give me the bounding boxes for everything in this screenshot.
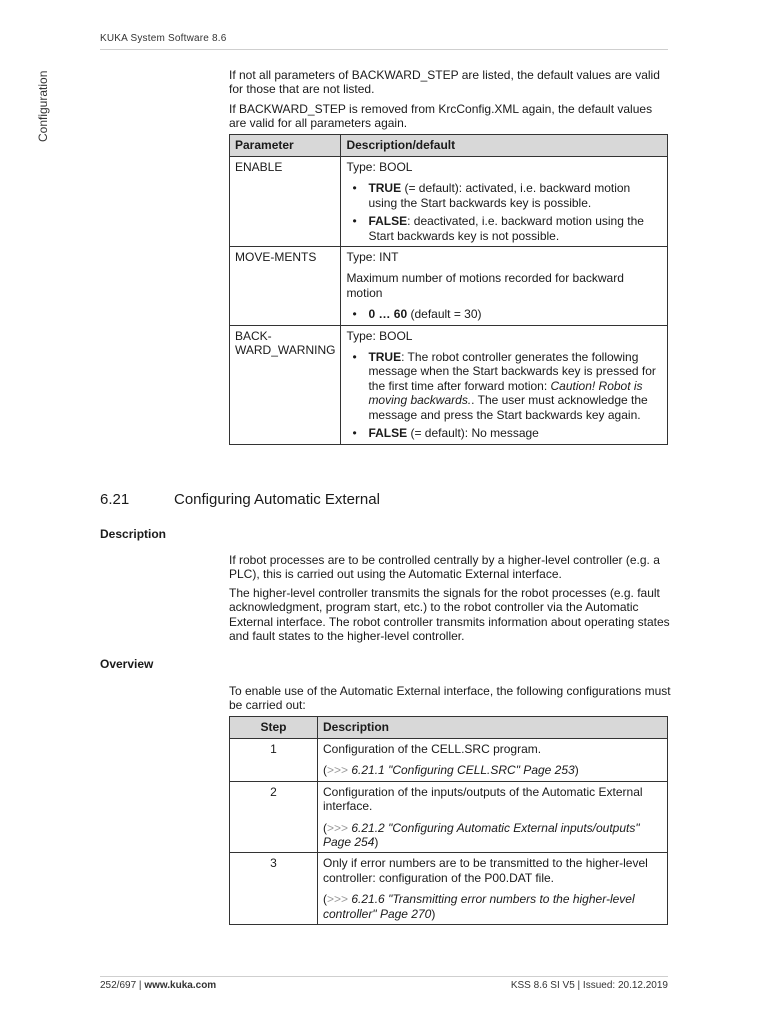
param-type: Type: BOOL [346,328,413,343]
description-paragraph-2: The higher-level controller transmits the signals for the robot processes (e.g. fault acknowledgment, program start, etc.) to the robot controller via the Automatic External interface. The robot controller transmits information about operating states and fault states to the higher-level controller. [229,586,670,644]
column-header-parameter: Parameter [230,135,341,157]
option-list [346,181,662,243]
steps-table [229,716,668,925]
cross-reference-link[interactable]: (>>> 6.21.6 "Transmitting error numbers to the higher-level controller" Page 270) [323,892,635,921]
param-type: Type: INT [346,250,399,265]
section-number: 6.21 [100,491,130,508]
intro-paragraph-1: If not all parameters of BACKWARD_STEP are listed, the default values are valid for those that are not listed. [229,68,660,97]
description-paragraph-1: If robot processes are to be controlled centrally by a higher-level controller (e.g. a PLC), this is carried out using the Automatic External interface. [229,553,660,582]
overview-heading: Overview [100,657,154,671]
param-type: Type: BOOL [346,160,413,174]
param-name: ENABLE [230,157,341,247]
list-item: • FALSE (= default): No message [346,426,662,440]
step-number: 1 [230,739,318,782]
sidebar-chapter-label: Configuration [36,70,50,142]
table-header-row [230,717,668,739]
page-header: KUKA System Software 8.6 [100,33,227,44]
footer-left: 252/697 | www.kuka.com [100,980,217,991]
step-description: Configuration of the CELL.SRC program. (>>> 6.21.1 "Configuring CELL.SRC" Page 253) [318,739,668,782]
list-item: • 0 … 60 (default = 30) [346,307,662,321]
step-description: Configuration of the inputs/outputs of the Automatic External interface. (>>> 6.21.2 "Configuring Automatic External inputs/outputs" Page 254) [318,781,668,853]
param-name: MOVE-MENTS [230,247,341,326]
footer-divider [100,976,668,977]
option-list [346,350,662,440]
intro-paragraph-2: If BACKWARD_STEP is removed from KrcConfig.XML again, the default values are valid for all parameters again. [229,102,653,131]
parameter-table [229,134,668,445]
reference-arrow-icon: >>> [327,820,349,835]
table-row [230,853,668,925]
description-heading: Description [100,527,167,541]
section-title: Configuring Automatic External [174,491,380,508]
param-description [341,157,668,247]
table-row [230,247,668,326]
header-divider [100,49,668,50]
page-number: 252/697 [100,980,137,991]
cross-reference-link[interactable]: (>>> 6.21.1 "Configuring CELL.SRC" Page 253) [323,763,579,778]
param-name: BACK-WARD_WARNING [230,325,341,444]
list-item: • FALSE: deactivated, i.e. backward motion using the Start backwards key is not possible. [346,214,662,243]
reference-arrow-icon: >>> [327,763,349,778]
param-text: Maximum number of motions recorded for backward motion [346,271,624,300]
table-row [230,325,668,444]
table-row [230,781,668,853]
option-list [346,307,662,321]
list-item: • TRUE: The robot controller generates the following message when the Start backwards key is pressed for the first time after forward motion: Caution! Robot is moving backwards.. The user must acknowledge the message and press the Start backwards key again. [346,350,662,422]
table-row [230,157,668,247]
step-number: 2 [230,781,318,853]
table-header-row [230,135,668,157]
column-header-step: Step [230,717,318,739]
column-header-description: Description/default [341,135,668,157]
footer-issue-info: KSS 8.6 SI V5 | Issued: 20.12.2019 [510,980,668,991]
list-item: • TRUE (= default): activated, i.e. backward motion using the Start backwards key is possible. [346,181,662,210]
reference-arrow-icon: >>> [327,892,349,907]
param-description [341,247,668,326]
overview-paragraph: To enable use of the Automatic External interface, the following configurations must be carried out: [229,684,671,713]
step-description: Only if error numbers are to be transmitted to the higher-level controller: configuration of the P00.DAT file. (>>> 6.21.6 "Transmitting error numbers to the higher-level controller" Page 270) [318,853,668,925]
website-link[interactable]: www.kuka.com [144,980,217,991]
step-number: 3 [230,853,318,925]
table-row [230,739,668,782]
param-description [341,325,668,444]
column-header-description: Description [318,717,668,739]
cross-reference-link[interactable]: (>>> 6.21.2 "Configuring Automatic External inputs/outputs" Page 254) [323,820,640,850]
